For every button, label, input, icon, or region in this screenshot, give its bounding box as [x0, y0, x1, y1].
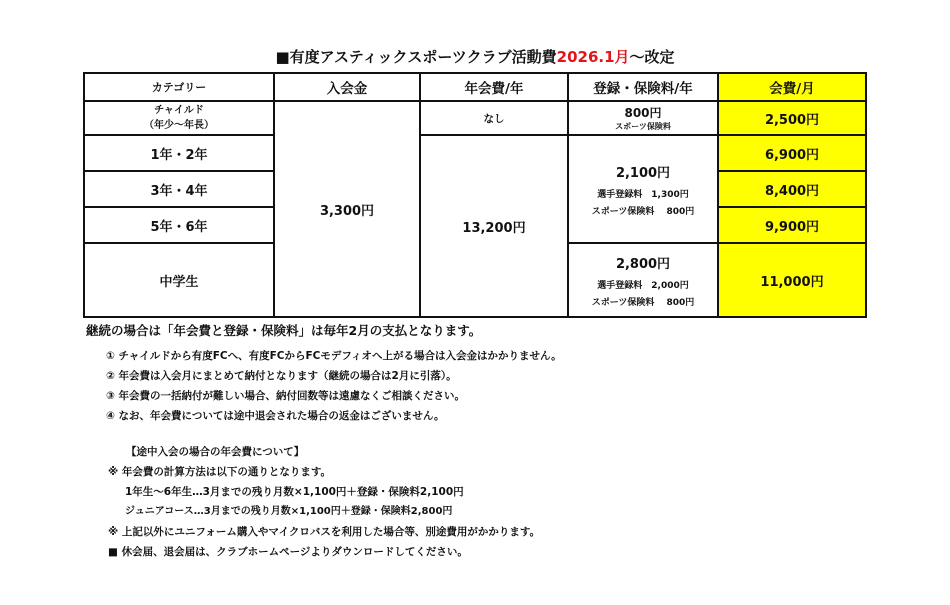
- mid-join-formula-2: ジュニアコース…3月までの残り月数×1,100円＋登録・保険料2,800円: [125, 506, 453, 517]
- page-title: [0, 46, 950, 67]
- annual-fee-child: なし: [420, 101, 568, 135]
- list-item: ③ 年会費の一括納付が難しい場合、納付回数等は遠慮なくご相談ください。: [106, 390, 466, 402]
- forms-note: ■ 休会届、退会届は、クラブホームページよりダウンロードしてください。: [108, 546, 468, 558]
- header-entry-fee: 入会金: [274, 73, 420, 101]
- mid-join-extra: ※ 上記以外にユニフォーム購入やマイクロバスを利用した場合等、別途費用がかかります。: [108, 526, 541, 538]
- table-row: [84, 101, 866, 135]
- monthly-fee-grade-5-6: 9,900円: [718, 207, 866, 243]
- mid-join-formula-1: 1年生～6年生…3月までの残り月数×1,100円＋登録・保険料2,100円: [125, 486, 464, 498]
- reg-elem-note2: スポーツ保険料 800円: [591, 206, 695, 217]
- mid-join-section: [108, 442, 540, 562]
- header-monthly-fee: 会費/月: [718, 73, 866, 101]
- reg-jh-note1: 選手登録料 2,000円: [597, 280, 689, 291]
- category-child-line1: チャイルド: [154, 105, 204, 116]
- continuation-note: 継続の場合は「年会費と登録・保険料」は毎年2月の支払となります。: [86, 323, 482, 338]
- reg-jh-note2: スポーツ保険料 800円: [591, 297, 695, 308]
- category-grade-1-2: 1年・2年: [84, 135, 274, 171]
- header-category: カテゴリー: [84, 73, 274, 101]
- entry-fee-cell: 3,300円: [274, 101, 420, 317]
- monthly-fee-child: 2,500円: [718, 101, 866, 135]
- category-child-line2: （年少～年長）: [144, 120, 214, 131]
- table-row: [84, 135, 866, 171]
- category-grade-5-6: 5年・6年: [84, 207, 274, 243]
- category-junior-high: 中学生: [84, 243, 274, 317]
- registration-fee-junior-high: [568, 243, 718, 317]
- monthly-fee-junior-high: 11,000円: [718, 243, 866, 317]
- reg-elem-note1: 選手登録料 1,300円: [597, 189, 689, 200]
- title-suffix: ～改定: [629, 48, 675, 66]
- mid-join-method: ※ 年会費の計算方法は以下の通りとなります。: [108, 466, 332, 478]
- reg-jh-amount: 2,800円: [615, 256, 671, 272]
- mid-join-heading: 【途中入会の場合の年会費について】: [126, 446, 305, 458]
- category-grade-3-4: 3年・4年: [84, 171, 274, 207]
- reg-elem-amount: 2,100円: [615, 165, 671, 181]
- table-header-row: [84, 73, 866, 101]
- registration-fee-elementary: [568, 135, 718, 243]
- list-item: ① チャイルドから有度FCへ、有度FCからFCモデフィオへ上がる場合は入会金はかかりません。: [106, 350, 562, 362]
- reg-child-note: スポーツ保険料: [615, 122, 671, 131]
- registration-fee-child: [568, 101, 718, 135]
- reg-child-amount: 800円: [624, 106, 662, 120]
- annual-fee-cell: 13,200円: [420, 135, 568, 317]
- fee-table: [83, 72, 867, 318]
- header-registration-fee: 登録・保険料/年: [568, 73, 718, 101]
- category-child: [84, 101, 274, 135]
- header-annual-fee: 年会費/年: [420, 73, 568, 101]
- list-item: ② 年会費は入会月にまとめて納付となります（継続の場合は2月に引落）。: [106, 370, 457, 382]
- monthly-fee-grade-3-4: 8,400円: [718, 171, 866, 207]
- monthly-fee-grade-1-2: 6,900円: [718, 135, 866, 171]
- notes-list: [106, 346, 562, 426]
- list-item: ④ なお、年会費については途中退会された場合の返金はございません。: [106, 410, 445, 422]
- title-prefix: ■有度アスティックスポーツクラブ活動費: [275, 48, 557, 66]
- title-highlight: 2026.1月: [556, 48, 630, 66]
